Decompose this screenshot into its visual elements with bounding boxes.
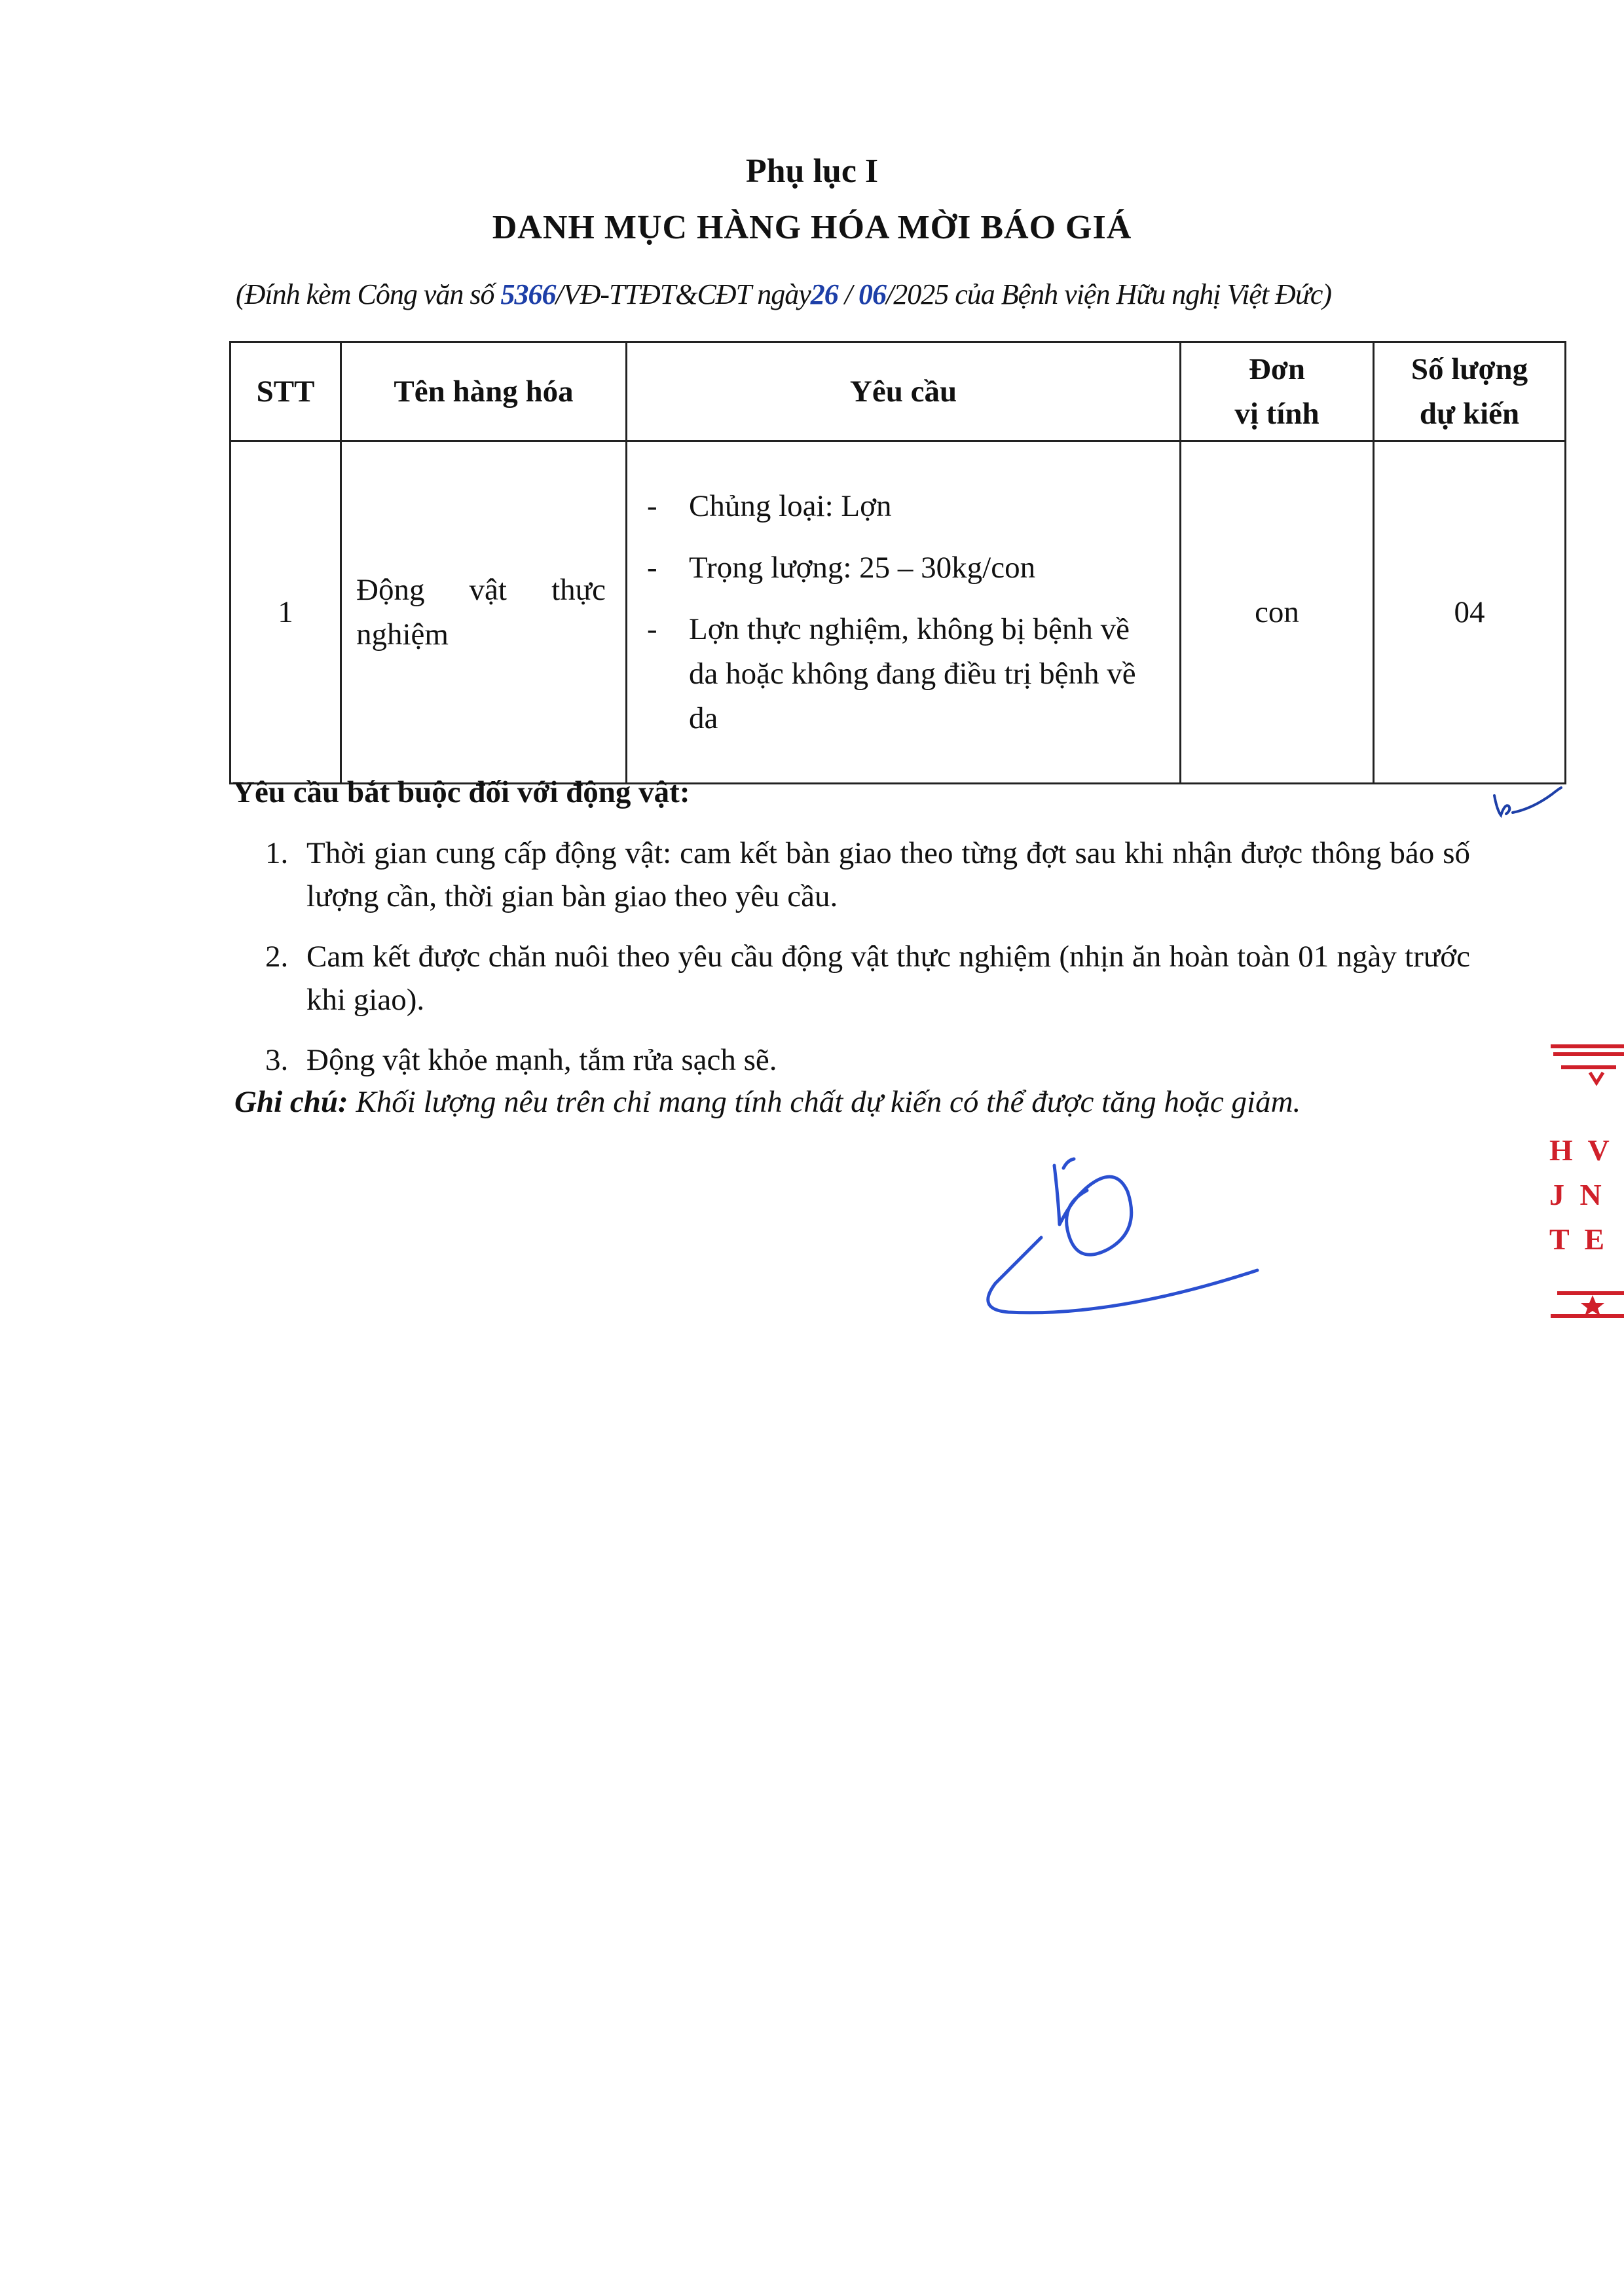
header-stt: STT bbox=[231, 342, 341, 441]
attachment-suffix: /2025 của Bệnh viện Hữu nghị Việt Đức) bbox=[886, 278, 1332, 310]
document-heading: DANH MỤC HÀNG HÓA MỜI BÁO GIÁ bbox=[492, 209, 1132, 246]
item-number: 3. bbox=[265, 1043, 289, 1077]
attachment-reference bbox=[236, 278, 1467, 311]
list-item bbox=[265, 1038, 1470, 1082]
goods-table bbox=[229, 341, 1566, 784]
requirement-text: Trọng lượng: 25 – 30kg/con bbox=[689, 551, 1036, 585]
stamp-line: T E bbox=[1549, 1222, 1609, 1256]
header-unit-line2: vị tính bbox=[1234, 397, 1320, 431]
item-text: Thời gian cung cấp động vật: cam kết bàn giao theo từng đợt sau khi nhận được thông báo số lượng cần, thời gian bàn giao theo yêu cầu. bbox=[306, 836, 1470, 913]
attachment-prefix: (Đính kèm Công văn số bbox=[236, 278, 501, 310]
header-name: Tên hàng hóa bbox=[341, 342, 627, 441]
row-stt: 1 bbox=[231, 441, 341, 784]
date-separator: / bbox=[838, 278, 859, 310]
note-label: Ghi chú: bbox=[234, 1085, 348, 1119]
item-number: 1. bbox=[265, 836, 289, 870]
requirement-text: Chủng loại: Lợn bbox=[689, 489, 892, 523]
header-qty-line2: dự kiến bbox=[1419, 397, 1520, 431]
stamp-line: H V bbox=[1549, 1133, 1614, 1167]
header-unit-line1: Đơn bbox=[1248, 352, 1306, 386]
list-item bbox=[265, 832, 1470, 918]
stamp-line: J N bbox=[1549, 1178, 1606, 1211]
row-unit: con bbox=[1181, 441, 1374, 784]
note bbox=[234, 1084, 1479, 1120]
red-stamp bbox=[1538, 1035, 1624, 1336]
header-unit bbox=[1181, 342, 1374, 441]
appendix-title: Phụ lục I bbox=[745, 153, 879, 190]
requirement-item: - Lợn thực nghiệm, không bị bệnh về da hoặc không đang điều trị bệnh về da bbox=[647, 612, 1136, 735]
item-number: 2. bbox=[265, 940, 289, 974]
list-item bbox=[265, 935, 1470, 1021]
row-name: Động vật thực nghiệm bbox=[341, 441, 627, 784]
mandatory-list bbox=[265, 832, 1470, 1099]
requirement-item: - Trọng lượng: 25 – 30kg/con bbox=[647, 551, 1036, 585]
date-month: 06 bbox=[858, 278, 887, 310]
row-requirements bbox=[627, 441, 1181, 784]
handwritten-initial bbox=[1486, 776, 1578, 828]
dispatch-number: 5366 bbox=[500, 278, 556, 310]
requirement-text: Lợn thực nghiệm, không bị bệnh về da hoặc không đang điều trị bệnh về da bbox=[689, 612, 1136, 735]
item-text: Cam kết được chăn nuôi theo yêu cầu động vật thực nghiệm (nhịn ăn hoàn toàn 01 ngày trước khi giao). bbox=[306, 940, 1470, 1017]
header-quantity bbox=[1374, 342, 1566, 441]
table-header-row bbox=[231, 342, 1566, 441]
mandatory-heading: Yêu cầu bắt buộc đối với động vật: bbox=[232, 775, 690, 809]
date-day: 26 bbox=[810, 278, 838, 310]
header-requirements: Yêu cầu bbox=[627, 342, 1181, 441]
header-qty-line1: Số lượng bbox=[1411, 352, 1528, 386]
row-quantity: 04 bbox=[1374, 441, 1566, 784]
note-text: Khối lượng nêu trên chỉ mang tính chất dự kiến có thể được tăng hoặc giảm. bbox=[348, 1085, 1301, 1119]
item-text: Động vật khỏe mạnh, tắm rửa sạch sẽ. bbox=[306, 1043, 777, 1077]
requirement-item: - Chủng loại: Lợn bbox=[647, 489, 892, 523]
attachment-middle: /VĐ-TTĐT&CĐT ngày bbox=[555, 278, 811, 310]
signature bbox=[976, 1152, 1277, 1323]
table-row bbox=[231, 441, 1566, 784]
